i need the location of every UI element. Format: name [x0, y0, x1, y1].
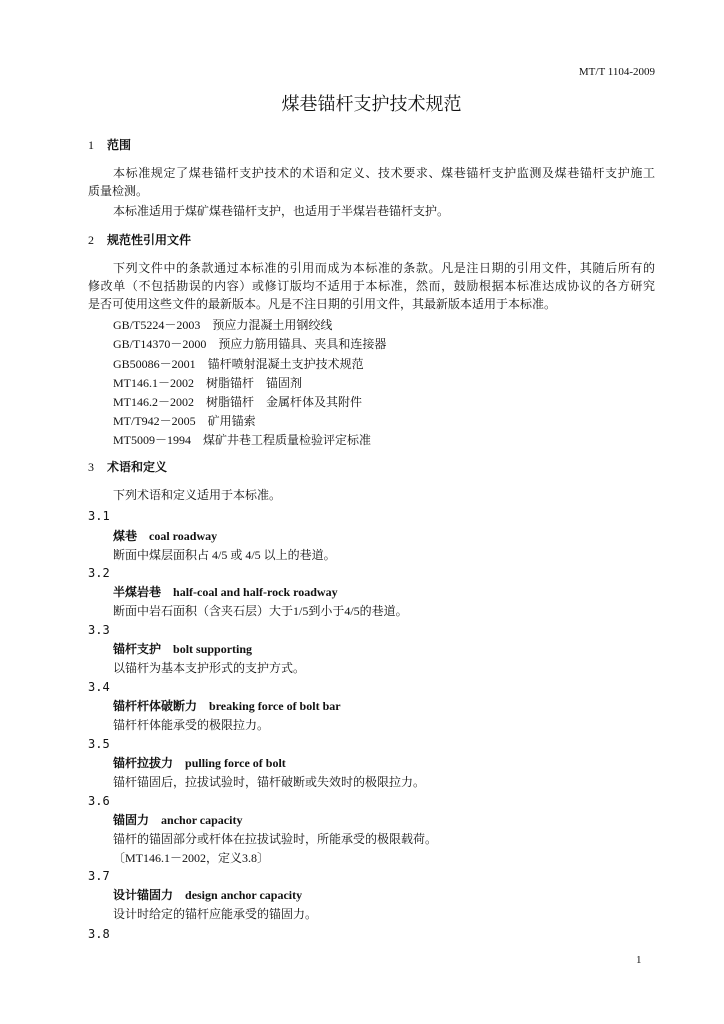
reference-item: MT5009－1994 煤矿井巷工程质量检验评定标准	[113, 433, 372, 447]
term-heading	[113, 811, 242, 829]
clause-number: 3.7	[88, 869, 110, 883]
section-title: 规范性引用文件	[107, 233, 192, 247]
term-en: anchor capacity	[161, 813, 243, 827]
section-heading-2	[88, 231, 191, 249]
term-source-note: 〔MT146.1－2002，定义3.8〕	[113, 851, 270, 865]
term-zh: 锚固力	[113, 813, 150, 827]
section-number: 3	[88, 460, 94, 474]
term-definition: 断面中岩石面积（含夹石层）大于1/5到小于4/5的巷道。	[113, 604, 408, 618]
clause-number: 3.3	[88, 623, 110, 637]
term-definition: 设计时给定的锚杆应能承受的锚固力。	[113, 907, 318, 921]
clause-number: 3.8	[88, 927, 110, 941]
section-heading-3	[88, 458, 167, 476]
paragraph-line: 修改单（不包括勘误的内容）或修订版均不适用于本标准，然而，鼓励根据本标准达成协议的各方研究	[88, 279, 655, 293]
term-en: coal roadway	[149, 529, 218, 543]
term-heading	[113, 697, 341, 715]
term-zh: 锚杆杆体破断力	[113, 699, 198, 713]
clause-number: 3.6	[88, 794, 110, 808]
section-number: 1	[88, 138, 94, 152]
term-en: breaking force of bolt bar	[209, 699, 341, 713]
reference-item: GB50086－2001 锚杆喷射混凝土支护技术规范	[113, 357, 364, 371]
term-heading	[113, 640, 252, 658]
term-definition: 锚杆锚固后，拉拔试验时，锚杆破断或失效时的极限拉力。	[113, 775, 426, 789]
reference-item: MT146.1－2002 树脂锚杆 锚固剂	[113, 376, 303, 390]
reference-item: GB/T5224－2003 预应力混凝土用钢绞线	[113, 318, 333, 332]
paragraph-line: 是否可使用这些文件的最新版本。凡是不注日期的引用文件，其最新版本适用于本标准。	[88, 297, 557, 311]
term-zh: 锚杆拉拔力	[113, 756, 174, 770]
section-title: 范围	[107, 138, 132, 152]
paragraph-line: 质量检测。	[88, 184, 149, 198]
term-heading	[113, 527, 217, 545]
term-definition: 断面中煤层面积占 4/5 或 4/5 以上的巷道。	[113, 548, 336, 562]
clause-number: 3.2	[88, 566, 110, 580]
paragraph-line: 本标准适用于煤矿煤巷锚杆支护，也适用于半煤岩巷锚杆支护。	[113, 204, 450, 218]
term-en: half-coal and half-rock roadway	[173, 585, 338, 599]
term-en: design anchor capacity	[185, 888, 303, 902]
clause-number: 3.1	[88, 509, 110, 523]
term-definition: 锚杆的锚固部分或杆体在拉拔试验时，所能承受的极限载荷。	[113, 832, 438, 846]
term-heading	[113, 754, 286, 772]
term-zh: 煤巷	[113, 529, 138, 543]
section-intro: 下列术语和定义适用于本标准。	[113, 488, 282, 502]
standard-code: MT/T 1104-2009	[578, 66, 655, 78]
reference-item: MT146.2－2002 树脂锚杆 金属杆体及其附件	[113, 395, 363, 409]
term-zh: 半煤岩巷	[113, 585, 162, 599]
page-number: 1	[636, 954, 642, 966]
term-zh: 锚杆支护	[113, 642, 162, 656]
term-heading	[113, 583, 338, 601]
paragraph-line: 本标准规定了煤巷锚杆支护技术的术语和定义、技术要求、煤巷锚杆支护监测及煤巷锚杆支护施工	[113, 166, 655, 180]
section-title: 术语和定义	[107, 460, 168, 474]
clause-number: 3.4	[88, 680, 110, 694]
clause-number: 3.5	[88, 737, 110, 751]
reference-item: GB/T14370－2000 预应力筋用锚具、夹具和连接器	[113, 337, 387, 351]
term-definition: 锚杆杆体能承受的极限拉力。	[113, 718, 270, 732]
reference-item: MT/T942－2005 矿用锚索	[113, 414, 256, 428]
section-number: 2	[88, 233, 94, 247]
section-heading-1	[88, 136, 131, 154]
term-en: bolt supporting	[173, 642, 253, 656]
term-zh: 设计锚固力	[113, 888, 174, 902]
paragraph-line: 下列文件中的条款通过本标准的引用而成为本标准的条款。凡是注日期的引用文件，其随后所有的	[113, 261, 655, 275]
term-heading	[113, 886, 302, 904]
term-en: pulling force of bolt	[185, 756, 286, 770]
document-title: 煤巷锚杆支护技术规范	[281, 94, 462, 115]
term-definition: 以锚杆为基本支护形式的支护方式。	[113, 661, 306, 675]
